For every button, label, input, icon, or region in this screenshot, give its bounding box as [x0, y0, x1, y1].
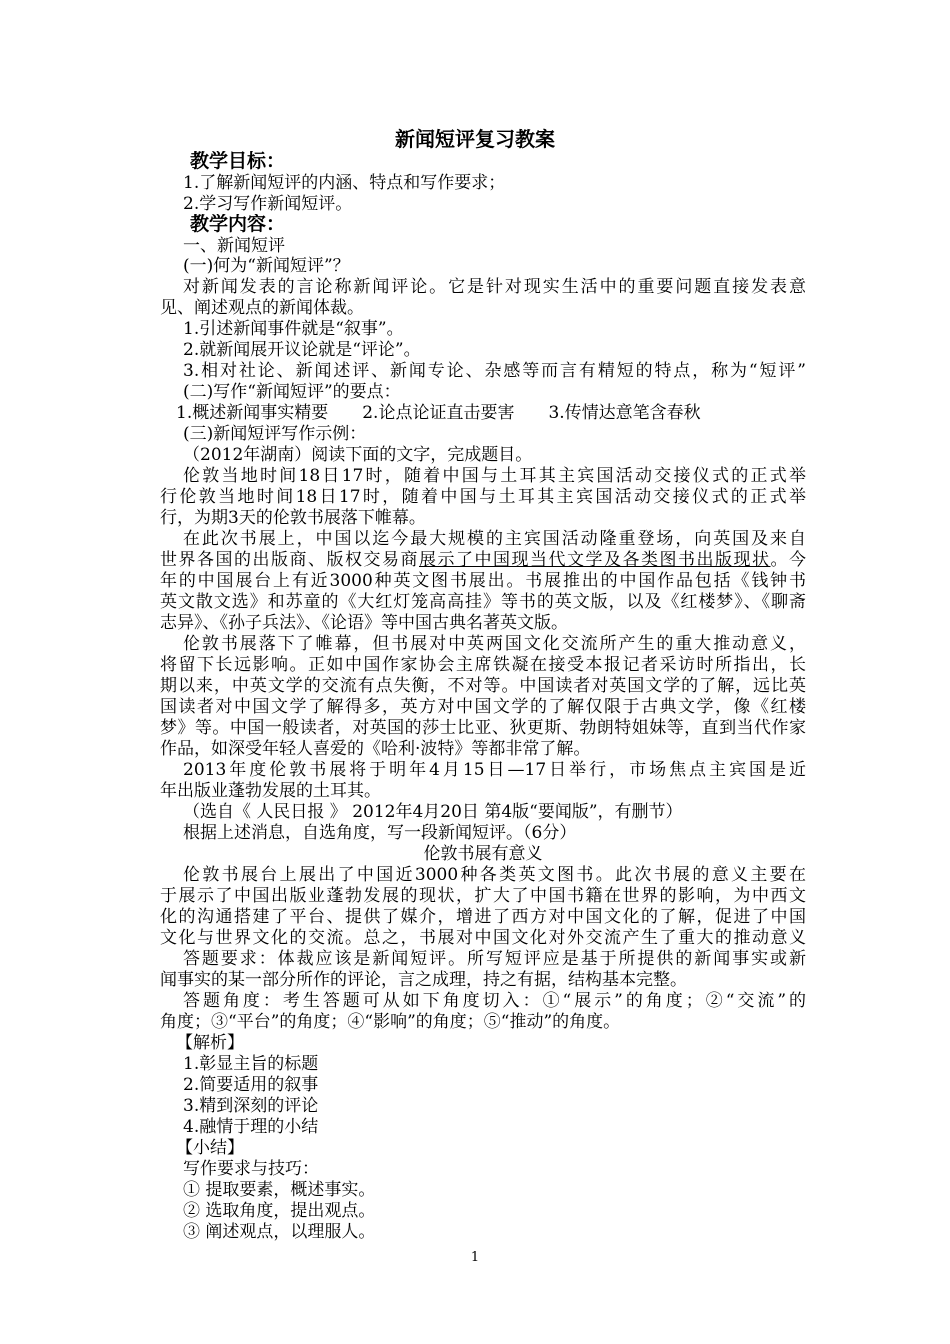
text-line: （选自《 人民日报 》 2012年4月20日 第4版“要闻版”，有删节）: [183, 802, 683, 822]
text-line: (三)新闻短评写作示例：: [183, 424, 367, 444]
text-line: 角度；③“平台”的角度；④“影响”的角度；⑤“推动”的角度。: [160, 1012, 621, 1032]
text-line: 一、新闻短评: [183, 236, 285, 256]
text-line: 2.学习写作新闻短评。: [183, 194, 353, 214]
text-line: 【解析】: [176, 1033, 244, 1053]
text-line: 1.了解新闻短评的内涵、特点和写作要求；: [183, 173, 506, 193]
text-line: 年的中国展台上有近3000种英文图书展出。书展推出的中国作品包括《钱钟书: [160, 571, 806, 591]
text-line: 期以来，中英文学的交流有点失衡，不对等。中国读者对英国文学的了解，远比英: [160, 676, 806, 696]
text-line: 答题要求：体裁应该是新闻短评。所写短评应是基于所提供的新闻事实或新: [183, 949, 806, 969]
text-line: 世界各国的出版商、版权交易商展示了中国现当代文学及各类图书出版现状。今: [160, 550, 806, 570]
text-line: 2013年度伦敦书展将于明年4月15日—17日举行，市场焦点主宾国是近: [183, 760, 806, 780]
text-line: 伦敦书展落下了帷幕，但书展对中英两国文化交流所产生的重大推动意义，: [183, 634, 806, 654]
text-line: 在此次书展上，中国以迄今最大规模的主宾国活动隆重登场，向英国及来自: [183, 529, 806, 549]
text-line: 将留下长远影响。正如中国作家协会主席铁凝在接受本报记者采访时所指出，长: [160, 655, 806, 675]
text-line: 3.相对社论、新闻述评、新闻专论、杂感等而言有精短的特点，称为“短评”: [183, 361, 806, 381]
text-line: 伦敦当地时间18日17时，随着中国与土耳其主宾国活动交接仪式的正式举: [183, 466, 806, 486]
text-line: 根据上述消息，自选角度，写一段新闻短评。（6分）: [183, 823, 577, 843]
underlined-phrase: 展示了中国现当代文学及各类图书出版现状: [419, 550, 771, 570]
text-line: 见、阐述观点的新闻体裁。: [160, 298, 364, 318]
text-line: （2012年湖南）阅读下面的文字，完成题目。: [183, 445, 533, 465]
text-line: 伦敦书展台上展出了中国近3000种各类英文图书。此次书展的意义主要在: [183, 865, 806, 885]
document-title: 新闻短评复习教案: [395, 127, 555, 151]
text-line: 伦敦书展有意义: [423, 844, 543, 864]
text-line: 年出版业蓬勃发展的土耳其。: [160, 781, 381, 801]
text-line: 4.融情于理的小结: [183, 1117, 319, 1137]
text-line: ② 选取角度，提出观点。: [183, 1201, 376, 1221]
text-line: 写作要求与技巧：: [183, 1159, 319, 1179]
text-line: 国读者对中国文学了解得多，英方对中国文学的了解仅限于古典文学，像《红楼: [160, 697, 806, 717]
text-line: (一)何为“新闻短评”？: [183, 256, 350, 276]
text-line: (二)写作“新闻短评”的要点：: [183, 382, 401, 402]
text-line: 1.彰显主旨的标题: [183, 1054, 319, 1074]
text-line: 2.就新闻展开议论就是“评论”。: [183, 340, 421, 360]
text-line: 行伦敦当地时间18日17时，随着中国与土耳其主宾国活动交接仪式的正式举: [160, 487, 806, 507]
text-line: 【小结】: [176, 1138, 244, 1158]
text-line: 文化与世界文化的交流。总之，书展对中国文化对外交流产生了重大的推动意义: [160, 928, 806, 948]
text-line: 对新闻发表的言论称新闻评论。它是针对现实生活中的重要问题直接发表意: [183, 277, 806, 297]
text-line: 1.引述新闻事件就是“叙事”。: [183, 319, 404, 339]
text-line: ③ 阐述观点，以理服人。: [183, 1222, 376, 1242]
text-line: 作品，如深受年轻人喜爱的《哈利·波特》等都非常了解。: [160, 739, 591, 759]
text-line: ① 提取要素，概述事实。: [183, 1180, 376, 1200]
text-line: 3.精到深刻的评论: [183, 1096, 319, 1116]
text-line: 答题角度：考生答题可从如下角度切入：①“展示”的角度；②“交流”的: [183, 991, 806, 1011]
text-line: 化的沟通搭建了平台、提供了媒介，增进了西方对中国文化的了解，促进了中国: [160, 907, 806, 927]
text-line: 行，为期3天的伦敦书展落下帷幕。: [160, 508, 426, 528]
text-line: 教学目标：: [190, 151, 286, 172]
text-line: 梦》等。中国一般读者，对英国的莎士比亚、狄更斯、勃朗特姐妹等，直到当代作家: [160, 718, 806, 738]
text-line: 教学内容：: [190, 214, 286, 235]
text-line: 闻事实的某一部分所作的评论，言之成理，持之有据，结构基本完整。: [160, 970, 687, 990]
text-line: 志异》、《孙子兵法》、《论语》等中国古典名著英文版。: [160, 613, 568, 633]
text-line: 2.简要适用的叙事: [183, 1075, 319, 1095]
text-line: 英文散文选》和苏童的《大红灯笼高高挂》等书的英文版，以及《红楼梦》、《聊斋: [160, 592, 806, 612]
page-number: 1: [470, 1250, 480, 1265]
text-line: 于展示了中国出版业蓬勃发展的现状，扩大了中国书籍在世界的影响，为中西文: [160, 886, 806, 906]
text-line: 1.概述新闻事实精要 2.论点论证直击要害 3.传情达意笔含春秋: [176, 403, 701, 423]
